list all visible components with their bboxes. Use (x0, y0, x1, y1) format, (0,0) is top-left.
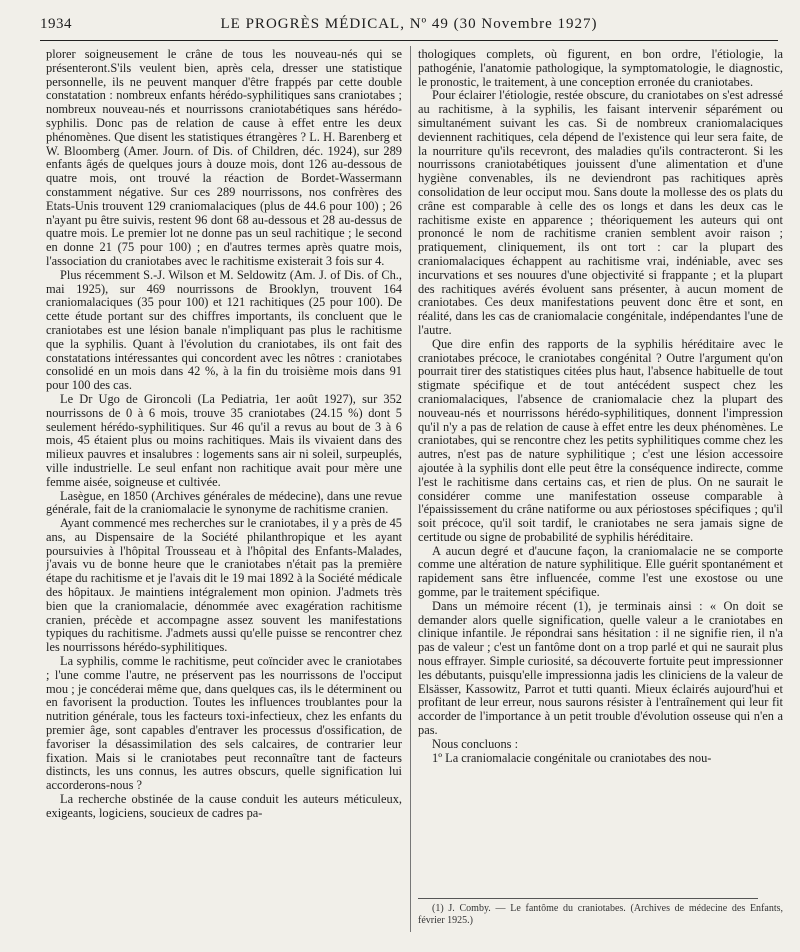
paragraph: thologiques complets, où figurent, en bon ordre, l'étiologie, la pathogénie, l'anatomie pathologique, la symptomatologie, le diagnostic, le pronostic, le traitement, à une conception erronée du craniotabes. (418, 48, 783, 89)
header-rule (40, 40, 778, 41)
right-column (418, 48, 783, 853)
paragraph: Plus récemment S.-J. Wilson et M. Seldowitz (Am. J. of Dis. of Ch., mai 1925), sur 469 nourrissons de Brooklyn, trouvent 164 craniomalaciques (35 pour 100) et 121 rachitiques (25 pour 100). De cette étude portant sur des chiffres importants, ils concluent que le craniotabes est une lésion banale n'impliquant pas plus le rachitisme que la syphilis. Quant à l'évolution du craniotabes, ils ont fait des constatations intéressantes qui concordent avec les nôtres : craniotabes consolidé en un mois dans 42 %, à la fin du troisième mois dans 91 pour 100 des cas. (46, 267, 402, 393)
page-number: 1934 (40, 16, 72, 32)
paragraph: Ayant commencé mes recherches sur le craniotabes, il y a près de 45 ans, au Dispensaire de la Société philanthropique et les ayant poursuivies à l'hôpital Trousseau et à l'hôpital des Enfants-Malades, j'avais vu de bonne heure que le craniotabes n'était pas la première étape du rachitisme et je l'avais dit le 19 mai 1892 à la Société médicale des hôpitaux. Je maintiens intégralement mon opinion. J'admets très bien que la craniomalacie, dénommée avec exagération rachitisme cranien, précède et accompagne assez souvent les manifestations typiques du rachitisme. J'admets aussi qu'elle puisse se rencontrer chez les nourrissons hérédo-syphilitiques. (46, 516, 402, 655)
paragraph: La recherche obstinée de la cause conduit les auteurs méticuleux, exigeants, logiciens, soucieux de cadres pa- (46, 792, 402, 820)
paragraph: Lasègue, en 1850 (Archives générales de médecine), dans une revue générale, fait de la craniomalacie le synonyme de rachitisme cranien. (46, 488, 402, 517)
paragraph: plorer soigneusement le crâne de tous les nouveau-nés qui se présenteront.S'ils veulent bien, après cela, dresser une statistique personnelle, ils ne peuvent manquer d'être frappés par cette double constatation : nombreux enfants hérédo-syphilitiques sans craniotabes ; nombreux nouveau-nés et nourrissons craniotabétiques sans hérédo-syphilis. Donc pas de relation de cause à effet entre les deux phénomènes. Que disent les statistiques étrangères ? L. H. Barenberg et W. Bloomberg (Amer. Journ. of Dis. of Children, déc. 1924), sur 289 enfants âgés de quelques jours à douze mois, dont 126 au-dessous de quatre mois, ont trouvé la réaction de Bordet-Wassermann constamment négative. Sur ces 289 nourrissons, nos confrères des Etats-Unis trouvent 129 craniomalaciques (plus de 44.6 pour 100) ; 26 n'ayant pu être suivis, restent 96 dont 68 au-dessous et 28 au-dessus de quatre mois. Le premier lot ne donne pas un seul rachitique ; le second en donne 21 (75 pour 100) ; en d'autres termes après quatre mois, l'association du craniotabes avec le rachitisme existerait 3 fois sur 4. (46, 48, 402, 268)
footnote-rule (418, 898, 758, 899)
footnote-text: (1) J. Comby. — Le fantôme du craniotabes. (Archives de médecine des Enfants, février 1925.) (418, 903, 783, 926)
paragraph: Pour éclairer l'étiologie, restée obscure, du craniotabes on s'est adressé au rachitisme, à la syphilis, les faisant intervenir séparément ou simultanément suivant les cas. Si de nombreux craniomalaciques deviennent rachitiques, cela dépend de l'existence qui leur sera faite, de la nourriture qu'ils recevront, des maladies qu'ils contracteront. Si les nourrissons craniotabétiques jouissent d'une alimentation et d'une hygiène convenables, ils ne deviendront pas rachitiques après consolidation de leur occiput mou. Sans doute la mollesse des os plats du crâne est comparable à celle des os longs et dans les deux cas le rachitisme existe en apparence ; théoriquement les auteurs qui ont prononcé le nom de rachitisme cranien semblent avoir raison ; pratiquement, cliniquement, ils ont tort : car la plupart des craniomalaciques échappent au rachitisme vrai, indéniable, avec ses incurvations et ses nouures d'une objectivité si frappante ; et la plupart des rachitiques avérés évoluent sans présenter, à aucun moment de craniotabes. Ces deux manifestations peuvent donc être et sont, en réalité, dans les cas de craniomalacie congénitale, indépendantes l'une de l'autre. (418, 88, 783, 337)
journal-title: LE PROGRÈS MÉDICAL, Nº 49 (30 Novembre 1927) (220, 16, 598, 32)
paragraph: A aucun degré et d'aucune façon, la craniomalacie ne se comporte comme une altération de nature syphilitique. Elle guérit spontanément et rapidement sans être influencée, comme l'est une exostose ou une gomme, par le traitement spécifique. (418, 543, 783, 600)
paragraph: Que dire enfin des rapports de la syphilis héréditaire avec le craniotabes précoce, le craniotabes congénital ? Outre l'argument qu'on pourrait tirer des statistiques citées plus haut, l'absence habituelle de tout stigmate spécifique et de tout antécédent suspect chez les craniomalaciques, l'absence de craniomalacie chez la plupart des nouveau-nés et nourrissons hérédo-syphilitiques, donnent l'impression qu'il n'y a pas de relation de cause à effet entre les deux phénomènes. Le craniotabes, qui se rencontre chez les petits syphilitiques comme chez les autres, n'est pas de nature syphilitique ; c'est une lésion accessoire ajoutée à la syphilis dont elle peut être la conséquence indirecte, comme l'est le rachitisme dans certains cas, et rien de plus. On ne saurait le considérer comme une manifestation osseuse comparable à l'épaississement du crâne natiforme ou aux périostoses spécifiques ; qu'il soit précoce, qu'il soit tardif, le craniotabes ne sera jamais signe de certitude ou signe de probabilité de syphilis héréditaire. (418, 336, 783, 544)
column-divider (410, 46, 411, 932)
paragraph: 1º La craniomalacie congénitale ou craniotabes des nou- (432, 750, 712, 765)
paragraph: Dans un mémoire récent (1), je terminais ainsi : « On doit se demander alors quelle signification, quelle valeur a le craniotabes en clinique infantile. Je répondrai sans hésitation : il ne signifie rien, il n'a pas de valeur ; c'est un fantôme dont on a trop parlé et qui ne saurait plus nous effrayer. Simple curiosité, sa découverte fortuite peut impressionner les débutants, puisqu'elle impressionna jadis les cliniciens de la valeur de Elsässer, Kassowitz, Parrot et tutti quanti. Mieux éclairés aujourd'hui et profitant de leur erreur, nous saurons résister à l'entraînement qui leur fit accorder de l'importance à un petit trouble d'évolution osseuse qui n'en a pas. (418, 598, 783, 738)
page-header (40, 14, 778, 36)
left-column (46, 48, 402, 928)
footnote (418, 903, 783, 927)
paragraph: La syphilis, comme le rachitisme, peut coïncider avec le craniotabes ; l'une comme l'autre, ne préservent pas les nourrissons de l'occiput mou ; je concéderai même que, dans quelques cas, ils le déterminent ou en favorisent la production. Toutes les influences troublantes pour la nutrition générale, tous les facteurs toxi-infectieux, chez les enfants du premier âge, sont capables d'entraver les processus d'ossification, de favoriser la désassimilation des sels calcaires, de contrarier leur fixation. Mais si le craniotabes peut reconnaître tant de facteurs distincts, les uns connus, les autres obscurs, quelle signification lui accorderons-nous ? (46, 654, 402, 793)
paragraph: Nous concluons : (432, 736, 519, 751)
paragraph: Le Dr Ugo de Gironcoli (La Pediatria, 1er août 1927), sur 352 nourrissons de 0 à 6 mois, trouve 35 craniotabes (24.15 %) dont 5 seulement hérédo-syphilitiques. Sur 46 qu'il a revus au bout de 3 à 6 mois, 45 étaient plus ou moins rachitiques. Mais ils vivaient dans des milieux pauvres et insalubres : logements sans air ni soleil, surpeuplés, ville industrielle. Le seul enfant non rachitique avait pour mère une femme aisée, soigneuse et cultivée. (46, 391, 402, 489)
